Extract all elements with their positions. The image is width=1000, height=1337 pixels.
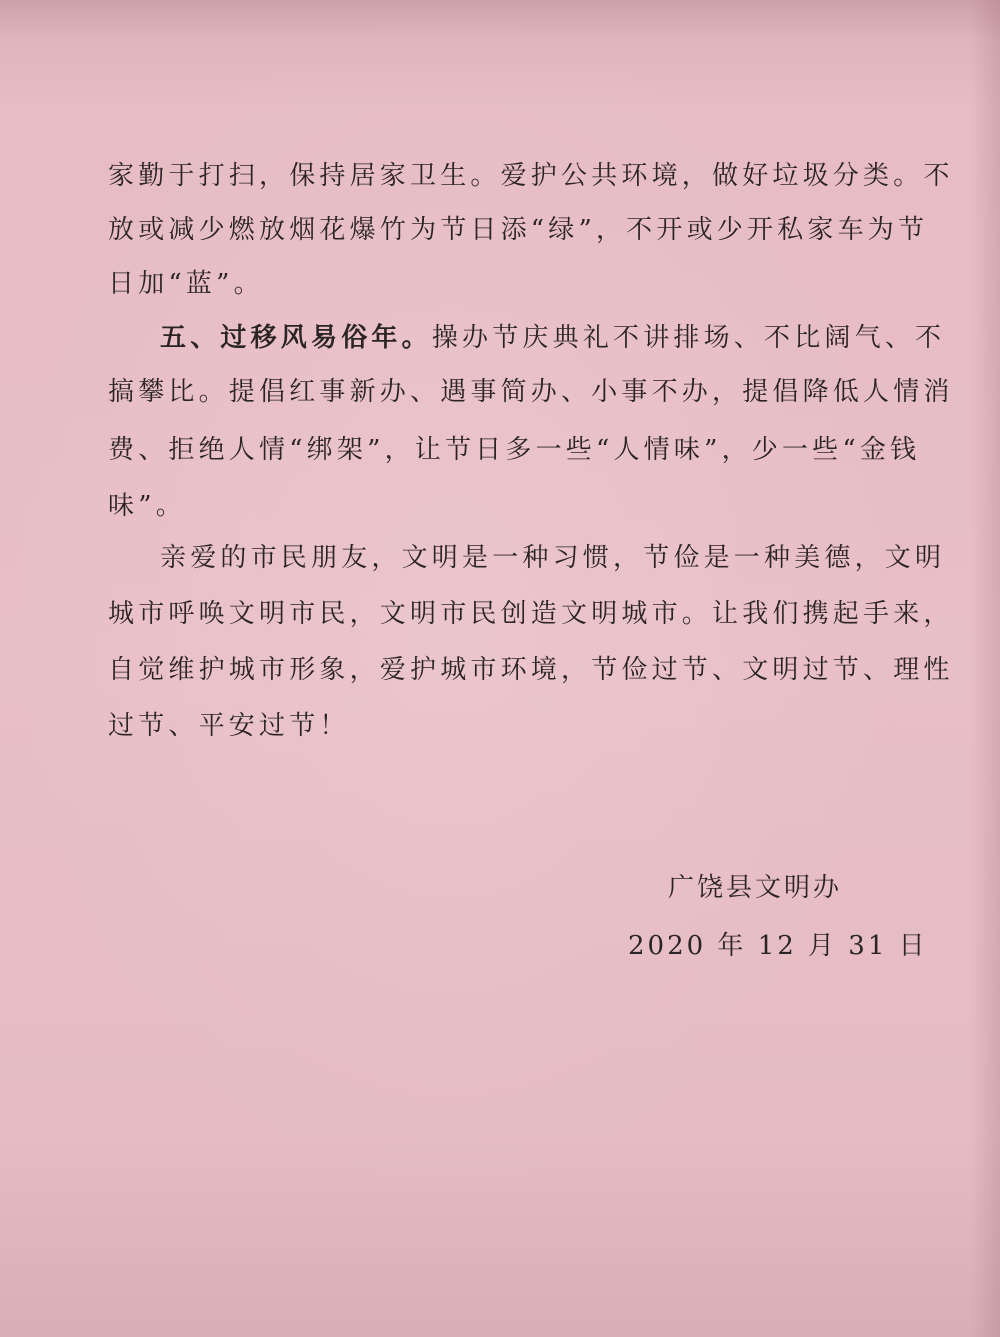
signature-organization: 广饶县文明办 xyxy=(668,873,843,903)
paragraph-2-line-2: 搞攀比。提倡红事新办、遇事简办、小事不办，提倡降低人情消 xyxy=(108,377,954,407)
paragraph-2-line-1-text: 操办节庆典礼不讲排场、不比阔气、不 xyxy=(431,323,946,353)
paragraph-3-line-2: 城市呼唤文明市民，文明市民创造文明城市。让我们携起手来， xyxy=(108,599,954,629)
page-shadow-top xyxy=(0,0,1000,40)
paragraph-2-line-4: 味”。 xyxy=(108,491,186,521)
paragraph-3-line-1: 亲爱的市民朋友，文明是一种习惯，节俭是一种美德，文明 xyxy=(160,543,946,573)
section-heading-five: 五、过移风易俗年。 xyxy=(160,323,432,353)
page-shadow-right xyxy=(970,0,1000,1337)
paragraph-3-line-4: 过节、平安过节！ xyxy=(108,711,350,741)
signature-date: 2020 年 12 月 31 日 xyxy=(628,931,928,961)
paragraph-1-line-1: 家勤于打扫，保持居家卫生。爱护公共环境，做好垃圾分类。不 xyxy=(108,161,954,191)
paragraph-2-line-1 xyxy=(160,320,945,356)
paragraph-3-line-3: 自觉维护城市形象，爱护城市环境，节俭过节、文明过节、理性 xyxy=(108,655,954,685)
paragraph-2-line-3: 费、拒绝人情“绑架”，让节日多一些“人情味”，少一些“金钱 xyxy=(108,435,921,465)
paragraph-1-line-3: 日加“蓝”。 xyxy=(108,269,264,299)
paragraph-1-line-2: 放或减少燃放烟花爆竹为节日添“绿”，不开或少开私家车为节 xyxy=(108,215,929,245)
